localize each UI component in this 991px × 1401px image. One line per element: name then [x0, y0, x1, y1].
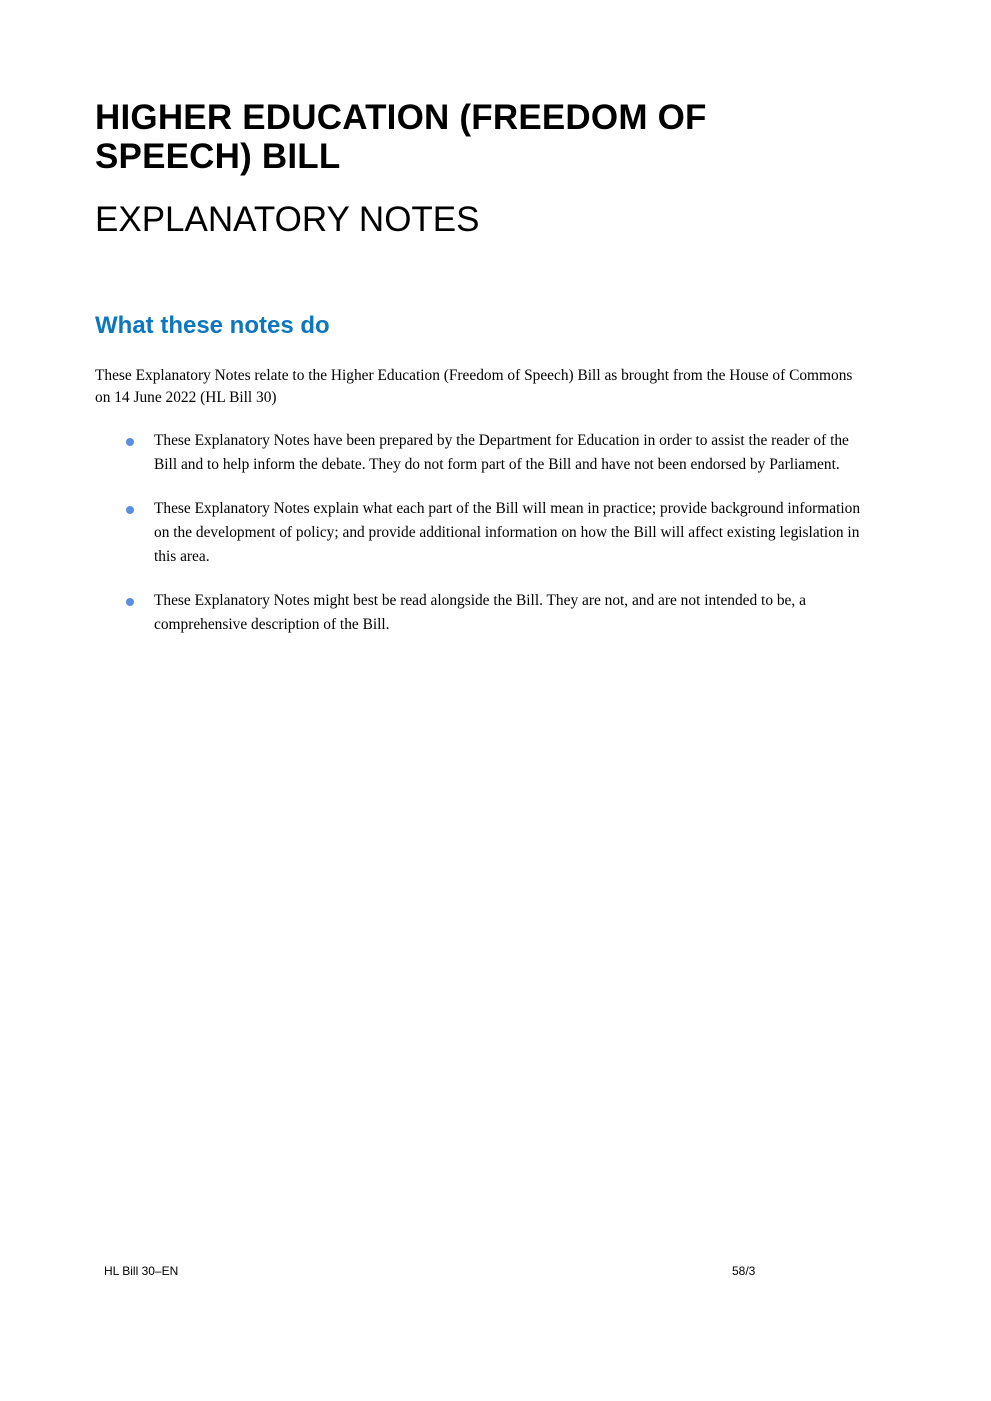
footer-bill-reference: HL Bill 30–EN [104, 1264, 179, 1278]
bullet-item [95, 497, 875, 569]
footer-page-code: 58/3 [732, 1264, 756, 1278]
bill-title: HIGHER EDUCATION (FREEDOM OF SPEECH) BILL [95, 98, 707, 176]
bullet-text: These Explanatory Notes might best be read alongside the Bill. They are not, and are not intended to be, a comprehensive description of the Bill. [154, 592, 806, 633]
section-heading: What these notes do [95, 312, 330, 339]
bullet-item [95, 589, 875, 637]
bullet-dot-icon [126, 506, 134, 514]
document-subtitle: EXPLANATORY NOTES [95, 200, 480, 239]
bullet-text: These Explanatory Notes have been prepared by the Department for Education in order to assist the reader of the Bill and to help inform the debate. They do not form part of the Bill and have not been endorsed by Parliament. [154, 432, 849, 473]
bullet-dot-icon [126, 598, 134, 606]
bullet-item [95, 429, 875, 477]
bullet-text: These Explanatory Notes explain what each part of the Bill will mean in practice; provide background information on the development of policy; and provide additional information on how the Bill will affect existing legislation in this area. [154, 500, 861, 565]
intro-paragraph: These Explanatory Notes relate to the Higher Education (Freedom of Speech) Bill as brought from the House of Commons on 14 June 2022 (HL Bill 30) [95, 367, 853, 406]
bullet-dot-icon [126, 438, 134, 446]
notes-bullet-list [95, 429, 875, 657]
